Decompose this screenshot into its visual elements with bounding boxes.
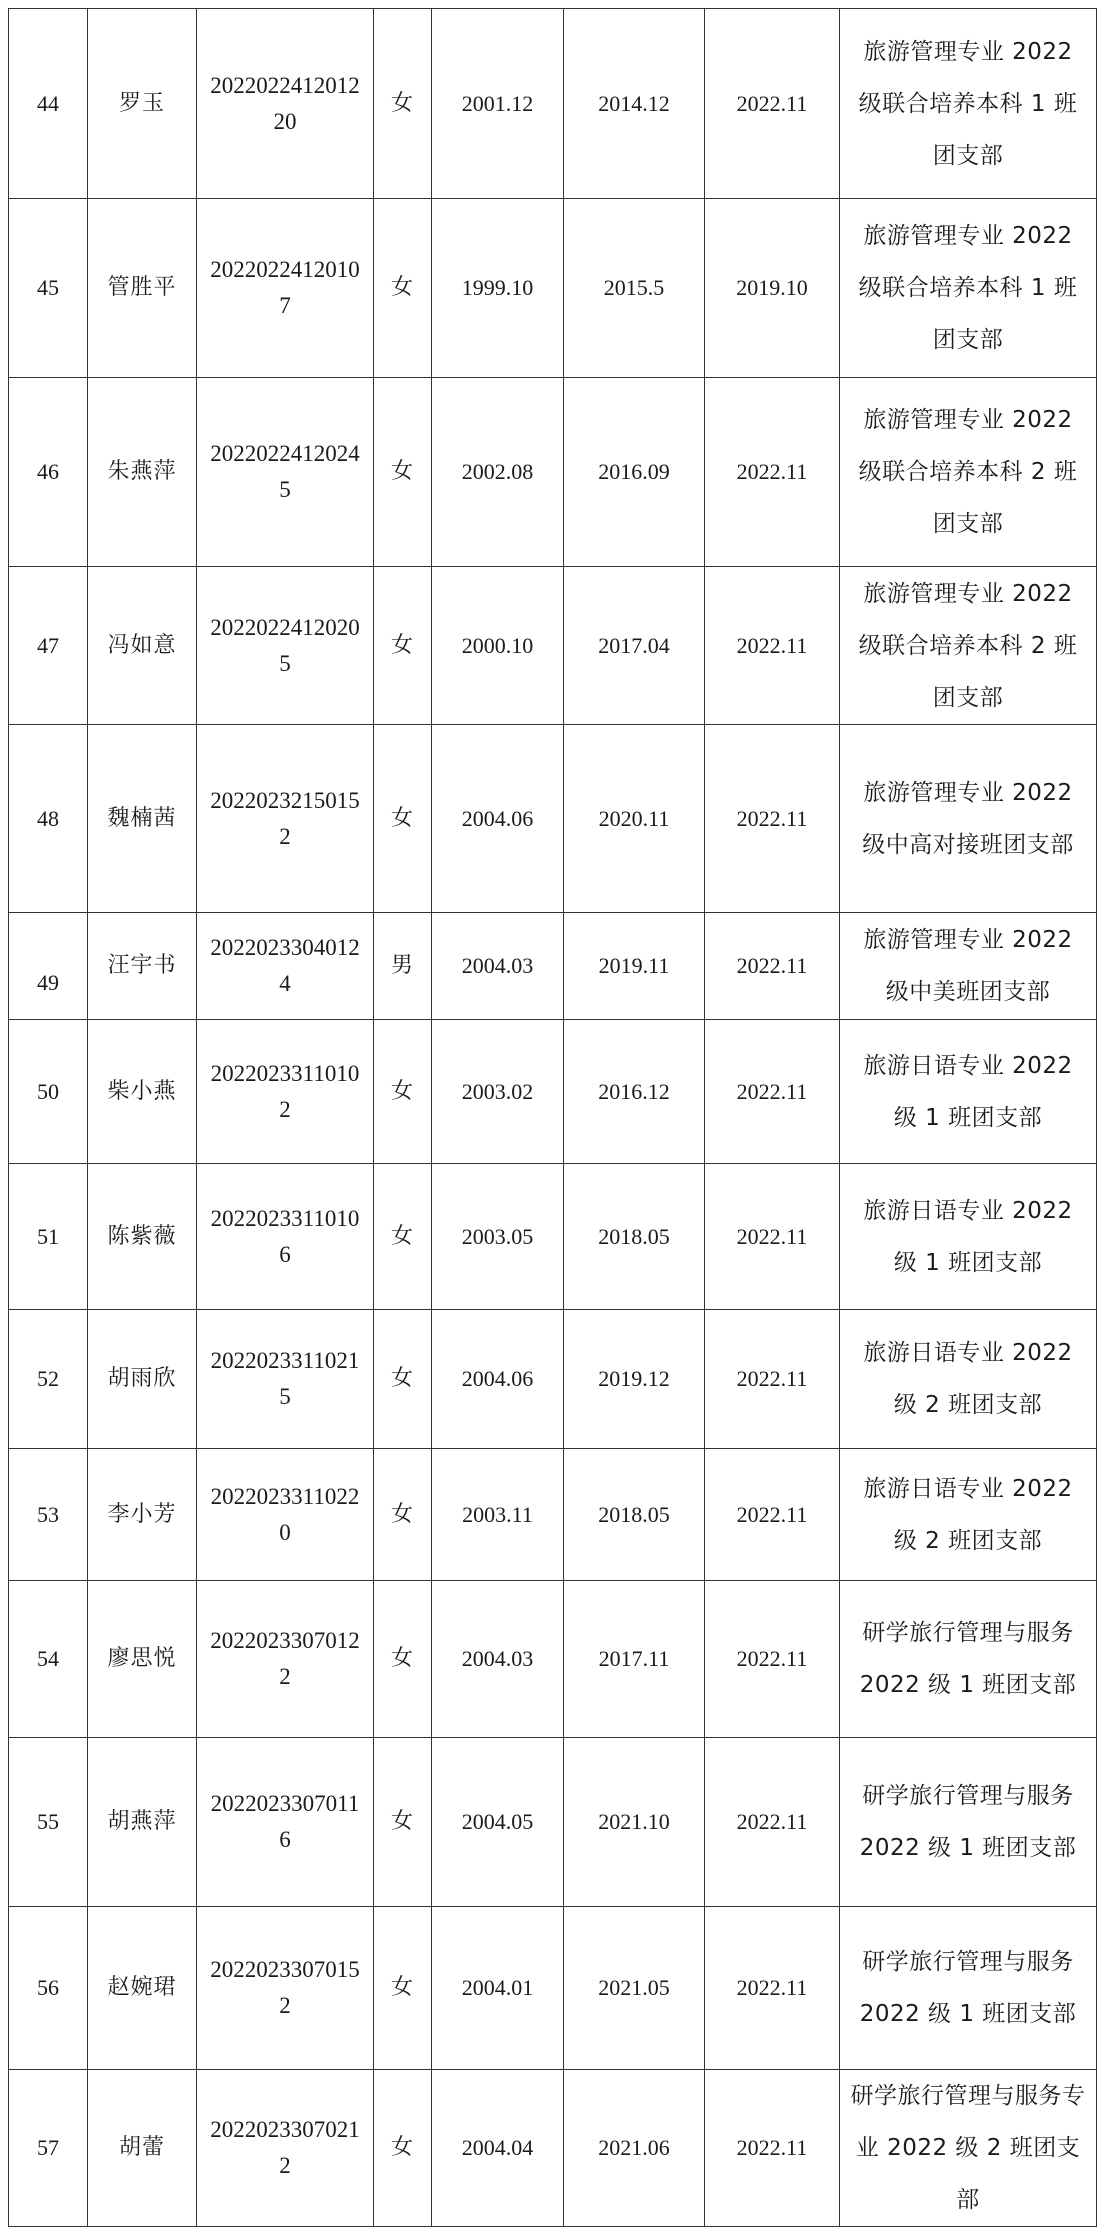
table-row	[9, 199, 1097, 378]
table-row	[9, 1310, 1097, 1449]
student-id: 20220224120245	[210, 441, 360, 502]
record-date: 2022.11	[705, 725, 840, 913]
row-index: 55	[9, 1738, 88, 1907]
member-name: 朱燕萍	[88, 378, 197, 567]
table-row	[9, 913, 1097, 1020]
gender: 女	[374, 725, 432, 913]
member-name: 陈紫薇	[88, 1164, 197, 1310]
student-id: 20220233110220	[210, 1483, 360, 1545]
branch-name: 旅游日语专业 2022 级 1 班团支部	[863, 1052, 1073, 1131]
league-join-date: 2016.12	[564, 1020, 705, 1164]
birth-date: 2004.06	[432, 1310, 564, 1449]
record-date: 2022.11	[705, 9, 840, 199]
birth-date: 2003.11	[432, 1449, 564, 1581]
league-join-date: 2016.09	[564, 378, 705, 567]
league-join-date: 2017.04	[564, 567, 705, 725]
member-table-body	[9, 9, 1097, 2227]
table-row	[9, 2070, 1097, 2227]
row-index: 49	[9, 913, 88, 1020]
birth-date: 2004.06	[432, 725, 564, 913]
branch-name: 研学旅行管理与服务 2022 级 1 班团支部	[859, 1949, 1077, 2027]
student-id: 20220224120205	[210, 614, 360, 676]
member-name: 赵婉珺	[88, 1907, 197, 2070]
member-name: 李小芳	[88, 1449, 197, 1581]
branch-name: 研学旅行管理与服务 2022 级 1 班团支部	[859, 1783, 1077, 1861]
gender: 女	[374, 1581, 432, 1738]
row-index: 48	[9, 725, 88, 913]
gender: 女	[374, 9, 432, 199]
table-row	[9, 1449, 1097, 1581]
league-join-date: 2018.05	[564, 1449, 705, 1581]
student-id: 20220233070212	[210, 2117, 360, 2178]
record-date: 2022.11	[705, 1020, 840, 1164]
record-date: 2022.11	[705, 378, 840, 567]
row-index: 57	[9, 2070, 88, 2227]
gender: 男	[374, 913, 432, 1020]
gender: 女	[374, 199, 432, 378]
record-date: 2022.11	[705, 913, 840, 1020]
league-join-date: 2019.12	[564, 1310, 705, 1449]
league-join-date: 2019.11	[564, 913, 705, 1020]
roster-sheet	[8, 8, 1088, 2227]
record-date: 2022.11	[705, 1907, 840, 2070]
member-name: 管胜平	[88, 199, 197, 378]
student-id: 20220233070116	[210, 1791, 360, 1852]
student-id: 20220233070122	[210, 1628, 360, 1689]
row-index: 47	[9, 567, 88, 725]
gender: 女	[374, 1310, 432, 1449]
birth-date: 2002.08	[432, 378, 564, 567]
table-row	[9, 1164, 1097, 1310]
record-date: 2022.11	[705, 1310, 840, 1449]
table-row	[9, 9, 1097, 199]
row-index: 45	[9, 199, 88, 378]
student-id: 20220224120107	[210, 257, 360, 318]
league-join-date: 2021.05	[564, 1907, 705, 2070]
birth-date: 2000.10	[432, 567, 564, 725]
table-row	[9, 378, 1097, 567]
league-join-date: 2014.12	[564, 9, 705, 199]
row-index: 54	[9, 1581, 88, 1738]
member-name: 胡雨欣	[88, 1310, 197, 1449]
gender: 女	[374, 1738, 432, 1907]
student-id: 20220233110215	[210, 1348, 360, 1409]
row-index: 44	[9, 9, 88, 199]
member-table	[8, 8, 1097, 2227]
student-id: 20220232150152	[210, 787, 360, 849]
birth-date: 2004.03	[432, 913, 564, 1020]
birth-date: 1999.10	[432, 199, 564, 378]
student-id: 20220233110102	[210, 1060, 360, 1122]
record-date: 2022.11	[705, 1738, 840, 1907]
member-name: 冯如意	[88, 567, 197, 725]
birth-date: 2003.05	[432, 1164, 564, 1310]
branch-name: 旅游日语专业 2022 级 2 班团支部	[863, 1475, 1073, 1554]
row-index: 46	[9, 378, 88, 567]
row-index: 51	[9, 1164, 88, 1310]
member-name: 罗玉	[88, 9, 197, 199]
member-name: 廖思悦	[88, 1581, 197, 1738]
student-id: 20220233070152	[210, 1957, 360, 2018]
branch-name: 旅游管理专业 2022 级联合培养本科 1 班团支部	[858, 38, 1078, 169]
record-date: 2022.11	[705, 1581, 840, 1738]
record-date: 2022.11	[705, 2070, 840, 2227]
table-row	[9, 1020, 1097, 1164]
gender: 女	[374, 1449, 432, 1581]
league-join-date: 2021.06	[564, 2070, 705, 2227]
branch-name: 旅游日语专业 2022 级 1 班团支部	[863, 1197, 1073, 1276]
branch-name: 旅游日语专业 2022 级 2 班团支部	[863, 1340, 1073, 1418]
student-id: 20220233040124	[210, 935, 360, 996]
gender: 女	[374, 567, 432, 725]
member-name: 胡燕萍	[88, 1738, 197, 1907]
birth-date: 2004.05	[432, 1738, 564, 1907]
gender: 女	[374, 1164, 432, 1310]
branch-name: 旅游管理专业 2022 级中高对接班团支部	[862, 779, 1074, 858]
member-name: 魏楠茜	[88, 725, 197, 913]
row-index: 53	[9, 1449, 88, 1581]
gender: 女	[374, 1907, 432, 2070]
record-date: 2022.11	[705, 1164, 840, 1310]
branch-name: 研学旅行管理与服务专业 2022 级 2 班团支部	[850, 2083, 1086, 2213]
branch-name: 研学旅行管理与服务 2022 级 1 班团支部	[859, 1620, 1077, 1698]
branch-name: 旅游管理专业 2022 级中美班团支部	[863, 927, 1073, 1005]
row-index: 52	[9, 1310, 88, 1449]
table-row	[9, 1738, 1097, 1907]
student-id: 202202241201220	[210, 72, 360, 134]
record-date: 2022.11	[705, 567, 840, 725]
record-date: 2022.11	[705, 1449, 840, 1581]
record-date: 2019.10	[705, 199, 840, 378]
member-name: 胡蕾	[88, 2070, 197, 2227]
league-join-date: 2017.11	[564, 1581, 705, 1738]
table-row	[9, 567, 1097, 725]
row-index: 50	[9, 1020, 88, 1164]
gender: 女	[374, 378, 432, 567]
member-name: 柴小燕	[88, 1020, 197, 1164]
league-join-date: 2015.5	[564, 199, 705, 378]
birth-date: 2004.04	[432, 2070, 564, 2227]
branch-name: 旅游管理专业 2022 级联合培养本科 2 班团支部	[858, 580, 1078, 711]
branch-name: 旅游管理专业 2022 级联合培养本科 2 班团支部	[858, 407, 1078, 537]
branch-name: 旅游管理专业 2022 级联合培养本科 1 班团支部	[858, 223, 1078, 353]
birth-date: 2003.02	[432, 1020, 564, 1164]
gender: 女	[374, 1020, 432, 1164]
table-row	[9, 1907, 1097, 2070]
birth-date: 2001.12	[432, 9, 564, 199]
member-name: 汪宇书	[88, 913, 197, 1020]
league-join-date: 2021.10	[564, 1738, 705, 1907]
league-join-date: 2020.11	[564, 725, 705, 913]
table-row	[9, 1581, 1097, 1738]
league-join-date: 2018.05	[564, 1164, 705, 1310]
gender: 女	[374, 2070, 432, 2227]
row-index: 56	[9, 1907, 88, 2070]
student-id: 20220233110106	[210, 1205, 360, 1267]
birth-date: 2004.03	[432, 1581, 564, 1738]
birth-date: 2004.01	[432, 1907, 564, 2070]
table-row	[9, 725, 1097, 913]
